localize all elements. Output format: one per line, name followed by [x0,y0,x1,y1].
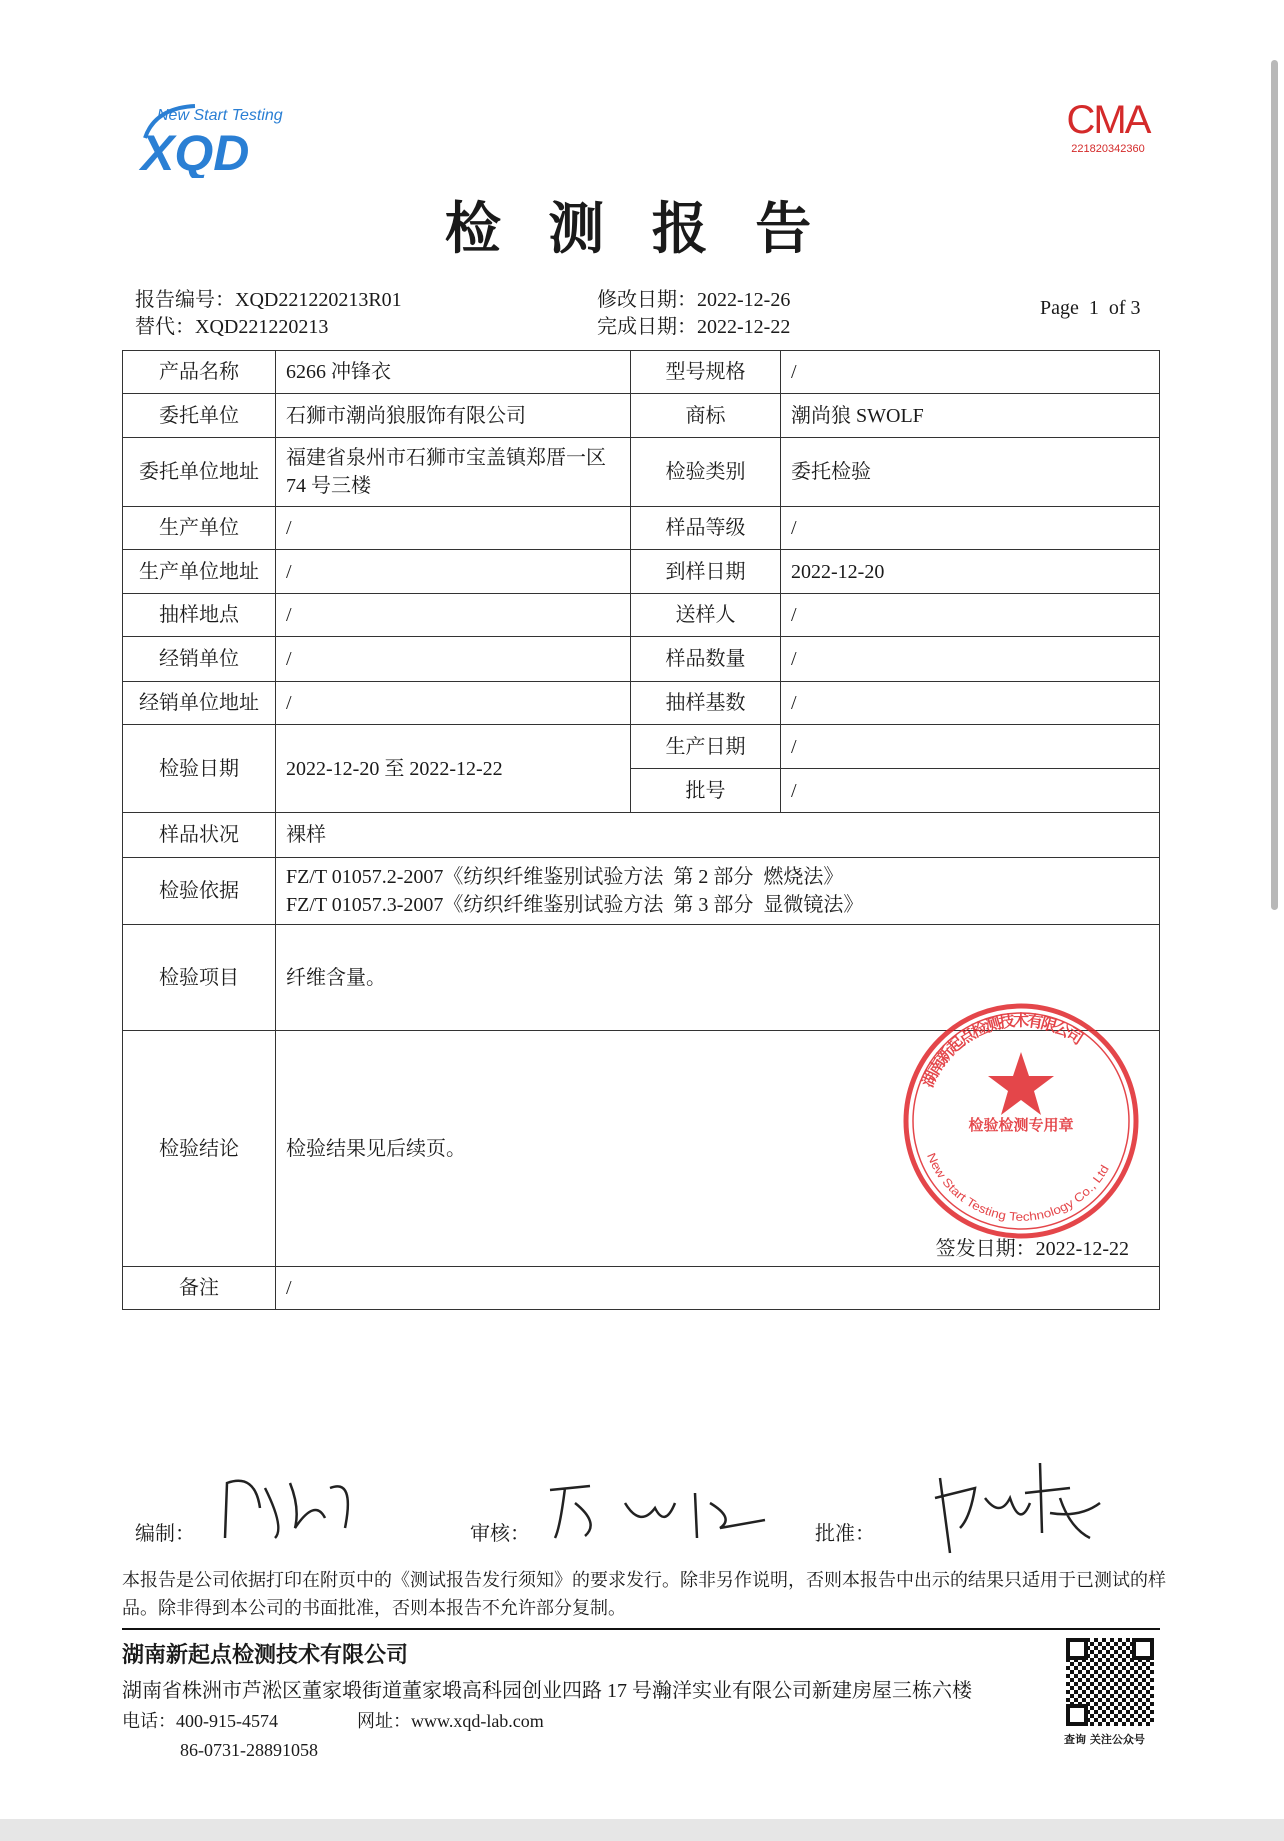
label-inspection-date: 检验日期 [123,725,276,813]
issue-date: 签发日期：2022-12-22 [935,1238,1129,1260]
value-trademark: 潮尚狼 SWOLF [781,394,1160,438]
svg-text:检验检测专用章: 检验检测专用章 [968,1116,1074,1134]
approved-by-label: 批准： [815,1523,875,1545]
value-manufacturer-address: / [276,550,631,594]
page-indicator: Page 1 of 3 [1040,297,1141,319]
value-conclusion: 检验结果见后续页。 [286,1137,466,1160]
company-name: 湖南新起点检测技术有限公司 [122,1643,409,1668]
svg-text:XQD: XQD [141,125,250,178]
value-manufacturer: / [276,507,631,550]
label-remarks: 备注 [123,1267,276,1310]
value-grade: / [781,507,1160,550]
label-distributor-address: 经销单位地址 [123,682,276,725]
label-quantity: 样品数量 [631,637,781,682]
table-row [123,394,1160,438]
compiled-by-label: 编制： [135,1523,195,1545]
reviewed-by-label: 审核： [470,1523,530,1545]
value-sender: / [781,594,1160,637]
cma-number: 221820342360 [1071,143,1145,155]
compiled-signature [215,1468,365,1553]
value-arrival-date: 2022-12-20 [781,550,1160,594]
table-row [123,725,1160,769]
company-phone: 电话：400-915-4574 [122,1711,278,1731]
value-quantity: / [781,637,1160,682]
value-model: / [781,351,1160,394]
xqd-logo [135,98,335,178]
report-number: 报告编号：XQD221220213R01 [135,289,402,311]
label-inspection-type: 检验类别 [631,438,781,507]
value-distributor: / [276,637,631,682]
table-row [123,594,1160,637]
completed-date: 完成日期：2022-12-22 [597,316,791,338]
value-inspection-type: 委托检验 [781,438,1160,507]
label-sampling-base: 抽样基数 [631,682,781,725]
bottom-band [0,1819,1284,1841]
table-row [123,438,1160,507]
official-stamp [900,1000,1142,1242]
divider [122,1628,1160,1630]
label-grade: 样品等级 [631,507,781,550]
company-phone-2: 86-0731-28891058 [180,1740,318,1760]
reviewed-signature [545,1478,775,1553]
value-client-address: 福建省泉州市石狮市宝盖镇郑厝一区 74 号三楼 [276,438,631,507]
label-items: 检验项目 [123,925,276,1031]
cma-logo [1058,98,1158,156]
page-title: 检 测 报 告 [444,196,826,262]
svg-text:New Start Testing: New Start Testing [157,107,283,124]
cma-mark: CMA [1066,98,1150,142]
value-sampling-place: / [276,594,631,637]
company-address: 湖南省株洲市芦淞区董家塅街道董家塅高科园创业四路 17 号瀚洋实业有限公司新建房屋三栋六楼 [122,1680,972,1702]
table-row [123,1267,1160,1310]
basis-line-2: FZ/T 01057.3-2007《纺织纤维鉴别试验方法 第 3 部分 显微镜法》 [286,894,864,916]
revised-date: 修改日期：2022-12-26 [597,289,791,311]
value-remarks: / [276,1267,1160,1310]
svg-text:湖南新起点检测技术有限公司: 湖南新起点检测技术有限公司 [917,1010,1087,1091]
label-batch: 批号 [631,769,781,813]
table-row [123,507,1160,550]
label-manufacturer-address: 生产单位地址 [123,550,276,594]
approved-signature [930,1458,1110,1573]
value-distributor-address: / [276,682,631,725]
svg-text:New Start Testing Technology C: New Start Testing Technology Co., Ltd [924,1150,1112,1224]
label-conclusion: 检验结论 [123,1031,276,1267]
company-website[interactable]: 网址：www.xqd-lab.com [357,1711,544,1731]
replaces-number: 替代：XQD221220213 [135,316,329,338]
value-product-name: 6266 冲锋衣 [276,351,631,394]
label-product-name: 产品名称 [123,351,276,394]
table-row [123,550,1160,594]
basis-line-1: FZ/T 01057.2-2007《纺织纤维鉴别试验方法 第 2 部分 燃烧法》 [286,866,844,888]
table-row [123,813,1160,858]
table-row [123,858,1160,925]
label-sender: 送样人 [631,594,781,637]
table-row [123,351,1160,394]
value-client: 石狮市潮尚狼服饰有限公司 [276,394,631,438]
disclaimer: 本报告是公司依据打印在附页中的《测试报告发行须知》的要求发行。除非另作说明，否则本报告中出示的结果只适用于已测试的样品。除非得到本公司的书面批准，否则本报告不允许部分复制。 [122,1570,1166,1618]
value-sampling-base: / [781,682,1160,725]
value-sample-state: 裸样 [276,813,1160,858]
label-client-address: 委托单位地址 [123,438,276,507]
table-row [123,682,1160,725]
label-model: 型号规格 [631,351,781,394]
label-distributor: 经销单位 [123,637,276,682]
label-trademark: 商标 [631,394,781,438]
label-manufacturer: 生产单位 [123,507,276,550]
value-items: 纤维含量。 [276,925,1160,1031]
table-row [123,637,1160,682]
qr-code [1066,1638,1154,1726]
label-client: 委托单位 [123,394,276,438]
label-sample-state: 样品状况 [123,813,276,858]
label-sampling-place: 抽样地点 [123,594,276,637]
label-production-date: 生产日期 [631,725,781,769]
qr-caption: 查询 关注公众号 [1064,1733,1145,1746]
label-arrival-date: 到样日期 [631,550,781,594]
value-batch: / [781,769,1160,813]
value-production-date: / [781,725,1160,769]
value-inspection-date: 2022-12-20 至 2022-12-22 [276,725,631,813]
label-basis: 检验依据 [123,858,276,925]
scrollbar[interactable] [1271,60,1278,910]
